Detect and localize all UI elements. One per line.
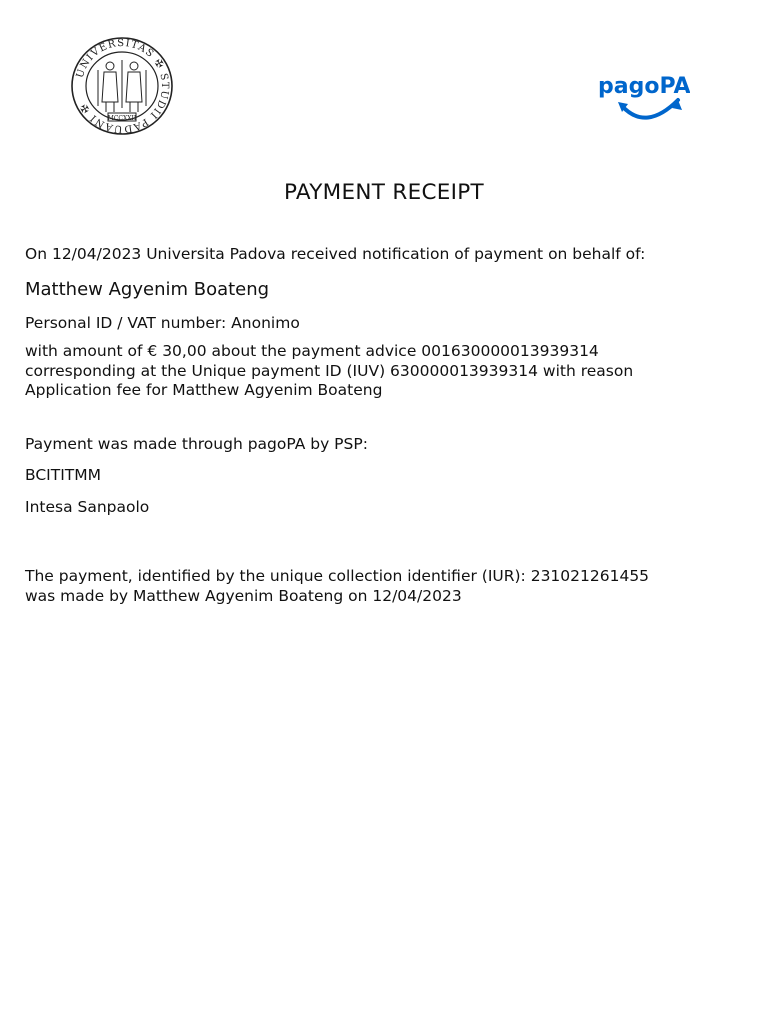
payment-closing xyxy=(25,567,745,606)
payment-details-line: with amount of € 30,00 about the payment advice 001630000013939314 xyxy=(25,342,599,360)
personal-id: Personal ID / VAT number: Anonimo xyxy=(25,314,300,332)
payment-details xyxy=(25,342,745,401)
svg-text:MCCXXII: MCCXXII xyxy=(107,115,137,122)
university-seal-logo xyxy=(70,36,174,136)
page-title: PAYMENT RECEIPT xyxy=(283,180,484,205)
pagopa-logo xyxy=(596,66,690,124)
payment-details-line: corresponding at the Unique payment ID (IUV) 630000013939314 with reason xyxy=(25,361,634,380)
payment-closing-line: The payment, identified by the unique collection identifier (IUR): 231021261455 xyxy=(25,567,650,585)
psp-code: BCITITMM xyxy=(25,466,102,484)
psp-intro: Payment was made through pagoPA by PSP: xyxy=(25,435,368,453)
payment-details-line: Application fee for Matthew Agyenim Boateng xyxy=(25,381,383,399)
payer-name: Matthew Agyenim Boateng xyxy=(25,279,270,300)
svg-text:UNIVERSITAS ✠ STUDII PADUANI ✠: UNIVERSITAS ✠ STUDII PADUANI ✠ xyxy=(74,37,171,135)
svg-text:pagoPA: pagoPA xyxy=(598,74,690,99)
psp-name: Intesa Sanpaolo xyxy=(25,498,150,516)
payment-closing-line: was made by Matthew Agyenim Boateng on 12/04/2023 xyxy=(25,586,462,605)
receipt-intro: On 12/04/2023 Universita Padova received notification of payment on behalf of: xyxy=(25,245,646,263)
